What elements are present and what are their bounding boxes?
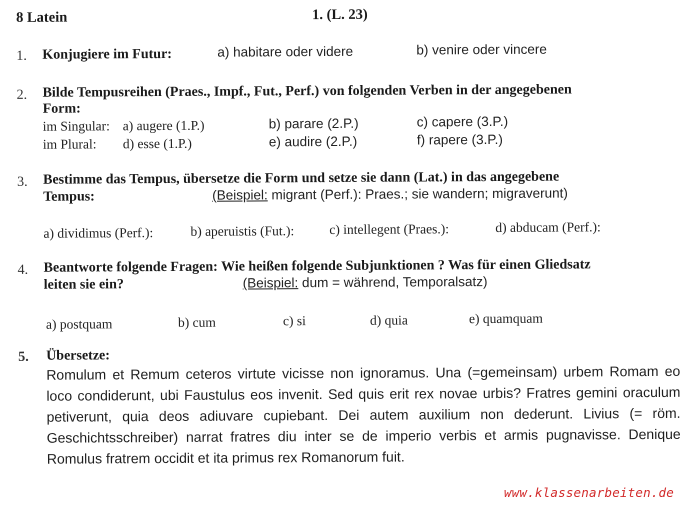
task-question-cont: Form:: [42, 101, 81, 117]
lesson-label: 1. (L. 23): [312, 6, 368, 24]
task-option: b) parare (2.P.): [268, 115, 359, 132]
task-question-cont: Tempus:: [43, 189, 95, 205]
task-option: f) rapere (3.P.): [416, 131, 503, 148]
task-option: b) venire oder vincere: [416, 41, 547, 58]
example-text: dum = während, Temporalsatz): [301, 274, 488, 291]
task-question: Übersetze:: [46, 348, 110, 364]
task-option: b) aperuistis (Fut.):: [190, 223, 295, 239]
task-number: 4.: [17, 262, 29, 278]
task-question: Konjugiere im Futur:: [42, 46, 173, 63]
example-label: (Beispiel:: [242, 275, 299, 291]
grade-subject: 8 Latein: [16, 9, 68, 26]
task-number: 2.: [16, 87, 28, 103]
task-option: a) habitare oder videre: [217, 43, 354, 60]
task-option: b) cum: [177, 314, 216, 330]
row-label: im Singular:: [42, 118, 110, 134]
task-option: a) dividimus (Perf.):: [43, 225, 154, 241]
task-number: 5.: [18, 349, 29, 365]
task-number: 1.: [16, 48, 27, 64]
task-option: c) si: [282, 313, 306, 329]
task-number: 3.: [17, 174, 28, 190]
task-question: Beantworte folgende Fragen: Wie heißen folgende Subjunktionen ? Was für einen Gliedsatz: [43, 257, 591, 276]
task-option: c) intellegent (Praes.):: [329, 221, 450, 237]
example: [243, 274, 488, 290]
task-question-cont: leiten sie ein?: [43, 277, 124, 293]
passage-text: Romulum et Remum ceteros virtute vicisse non ignoramus. Una (=gemeinsam) urbem Romam eo loco condiderunt, ubi Faustulus eos invenit. Sed quis erit rex novae urbis? Fratres gemini oraculum petiverunt, quia deos adiuvare cupiebant. Dei autem auxilium non dederunt. Livius (= röm. Geschichtsschreiber) narrat fratres diu inter se de imperio verbis et armis pugnavisse. Denique Romulus fratrem occidit et ita primus rex Romanorum fuit.: [46, 362, 681, 467]
task-option: a) postquam: [45, 316, 113, 332]
example: [212, 186, 568, 203]
example-label: (Beispiel:: [212, 187, 268, 203]
task-option: e) audire (2.P.): [268, 133, 358, 150]
task-question: Bestimme das Tempus, übersetze die Form und setze sie dann (Lat.) in das angegebene: [43, 169, 560, 188]
task-option: d) quia: [369, 312, 408, 328]
row-label: im Plural:: [42, 136, 97, 152]
example-text: migrant (Perf.): Praes.; sie wandern; migraverunt): [271, 185, 568, 203]
watermark-link[interactable]: www.klassenarbeiten.de: [504, 485, 674, 500]
latin-passage: [46, 361, 681, 470]
task-option: a) augere (1.P.): [122, 117, 205, 134]
task-option: d) abducam (Perf.):: [495, 219, 601, 235]
task-question: Bilde Tempusreihen (Praes., Impf., Fut., Perf.) von folgenden Verben in der angegebenen: [42, 82, 572, 101]
task-option: c) capere (3.P.): [416, 113, 509, 130]
task-option: e) quamquam: [468, 310, 543, 327]
task-option: d) esse (1.P.): [122, 135, 192, 152]
